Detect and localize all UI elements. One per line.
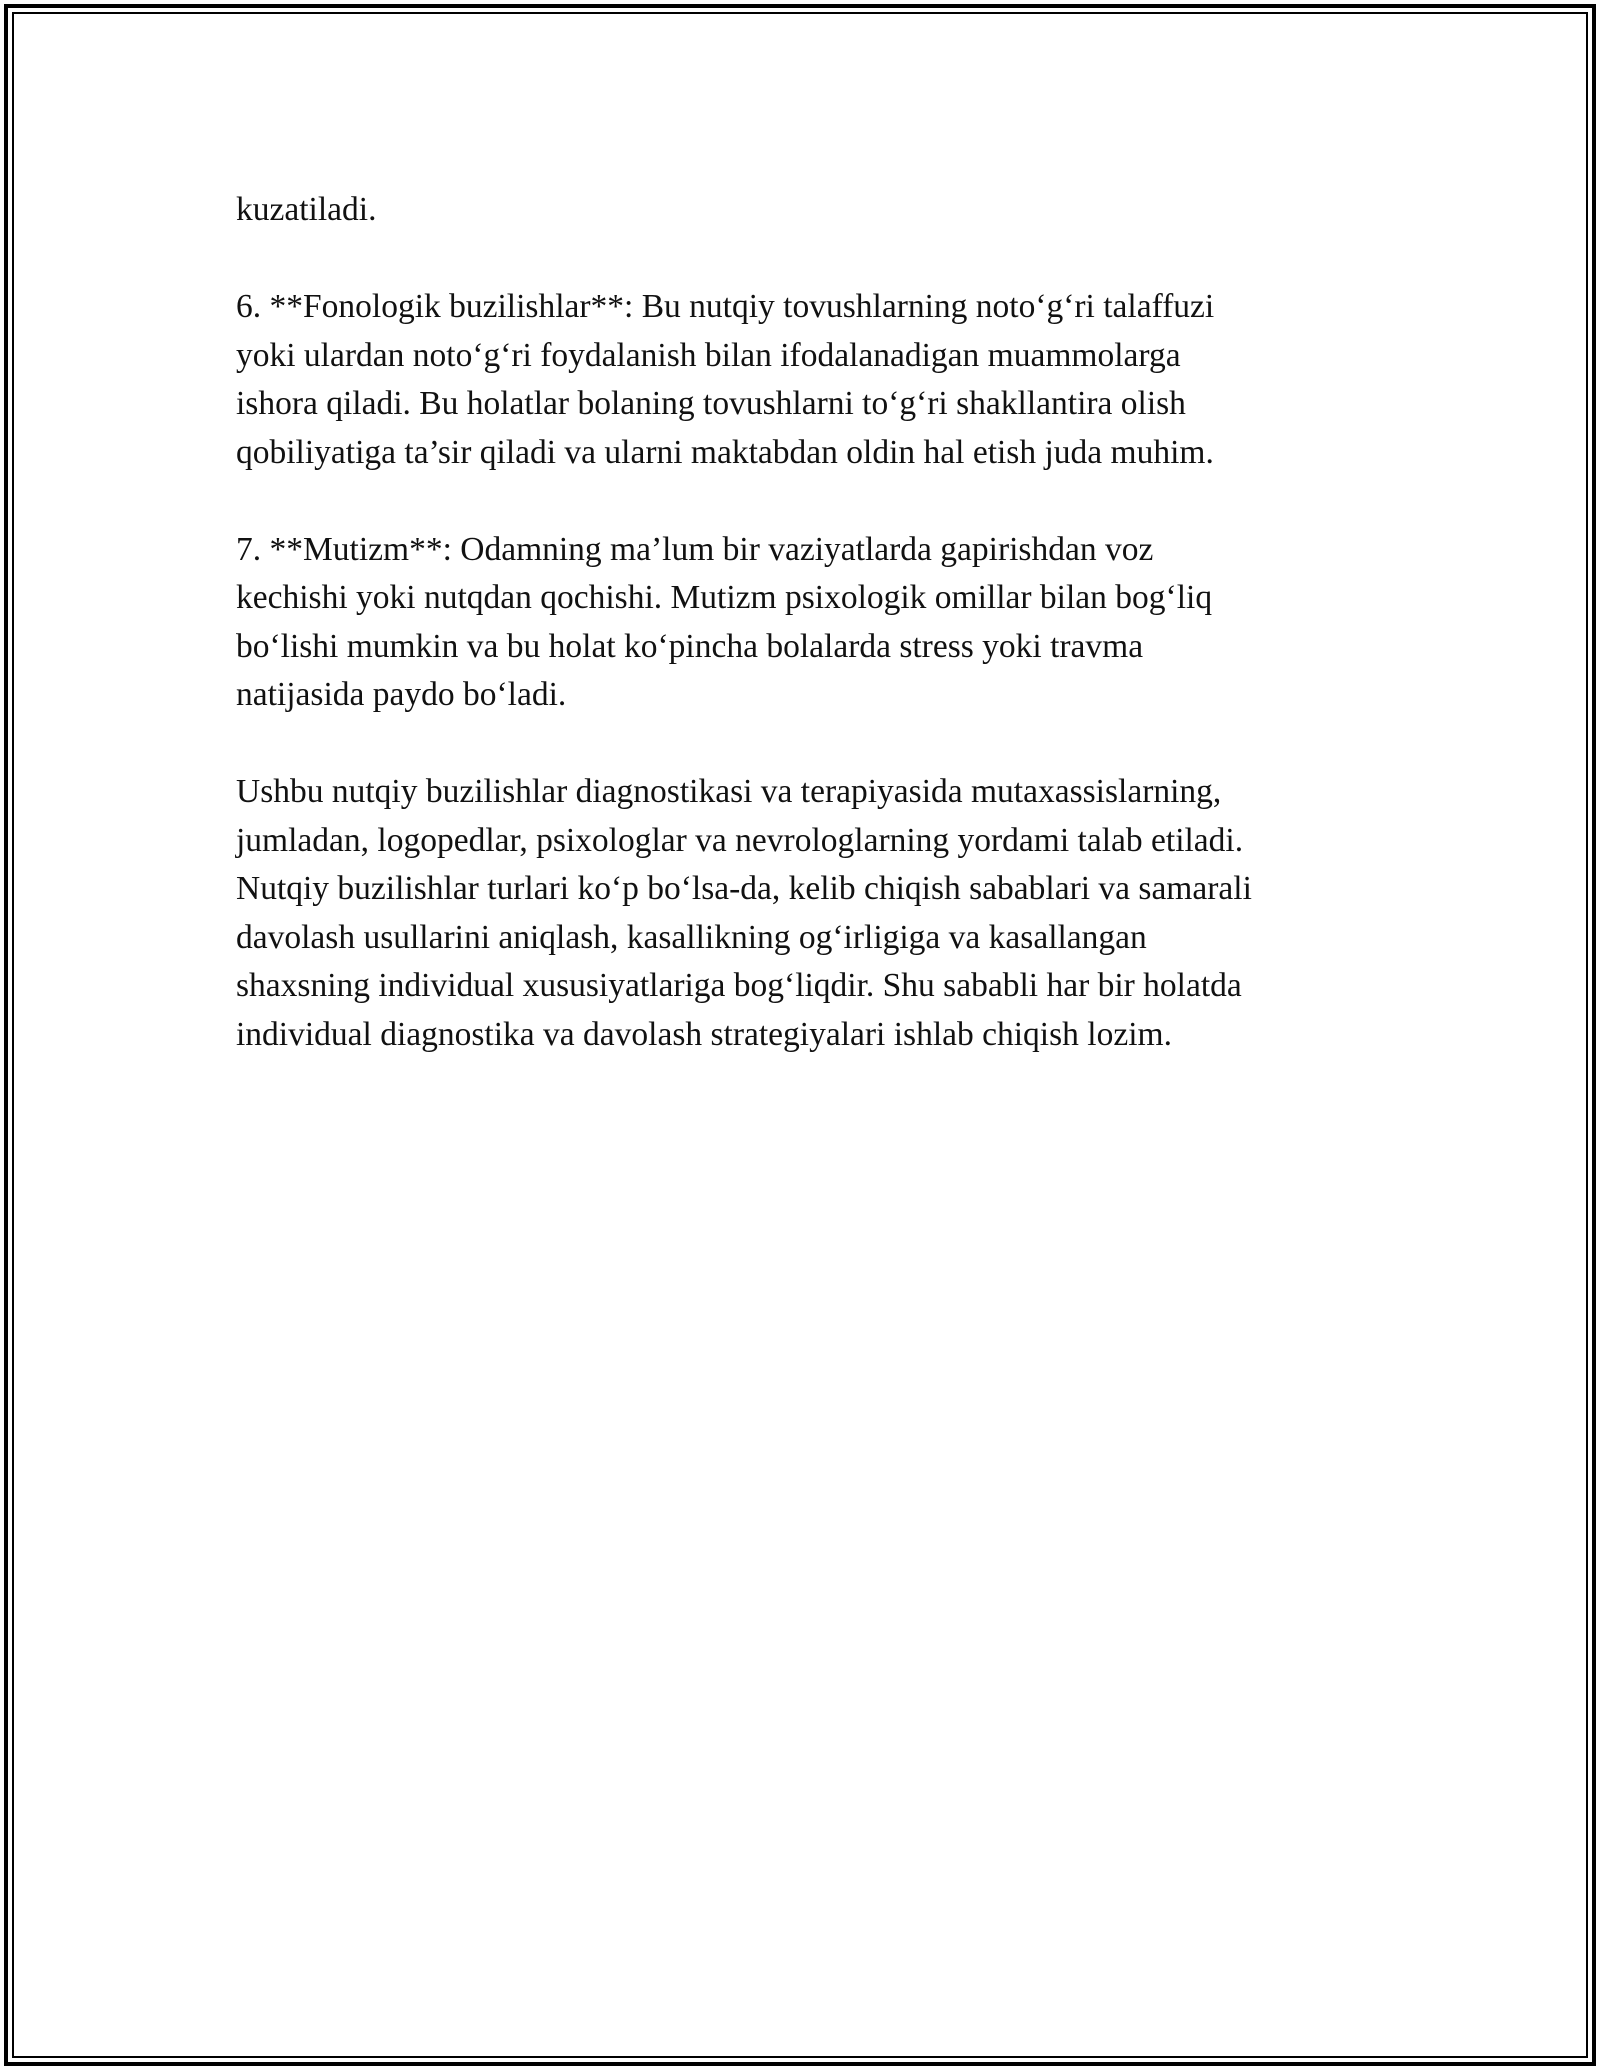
paragraph-mutizm: 7. **Mutizm**: Odamning ma’lum bir vaziyatlarda gapirishdan voz kechishi yoki nutqdan qochishi. Mutizm psixologik omillar bilan bog‘liq bo‘lishi mumkin va bu holat ko‘pincha bolalarda stress yoki travma natijasida paydo bo‘ladi. (236, 530, 1213, 713)
paragraph-fonologik-buzilishlar: 6. **Fonologik buzilishlar**: Bu nutqiy tovushlarning noto‘g‘ri talaffuzi yoki ulardan noto‘g‘ri foydalanish bilan ifodalanadigan muammolarga ishora qiladi. Bu holatlar bolaning tovushlarni to‘g‘ri shakllantira olish qobiliyatiga ta’sir qiladi va ularni maktabdan oldin hal etish juda muhim. (236, 288, 1215, 471)
paragraph-continuation: kuzatiladi. (236, 191, 377, 228)
paragraph-conclusion: Ushbu nutqiy buzilishlar diagnostikasi va terapiyasida mutaxassislarning, jumladan, logopedlar, psixologlar va nevrologlarning yordami talab etiladi. Nutqiy buzilishlar turlari ko‘p bo‘lsa-da, kelib chiqish sabablari va samarali davolash usullarini aniqlash, kasallikning og‘irligiga va kasallangan shaxsning individual xususiyatlariga bog‘liqdir. Shu sababli har bir holatda individual diagnostika va davolash strategiyalari ishlab chiqish lozim. (236, 773, 1252, 1053)
document-body (236, 186, 1386, 1059)
